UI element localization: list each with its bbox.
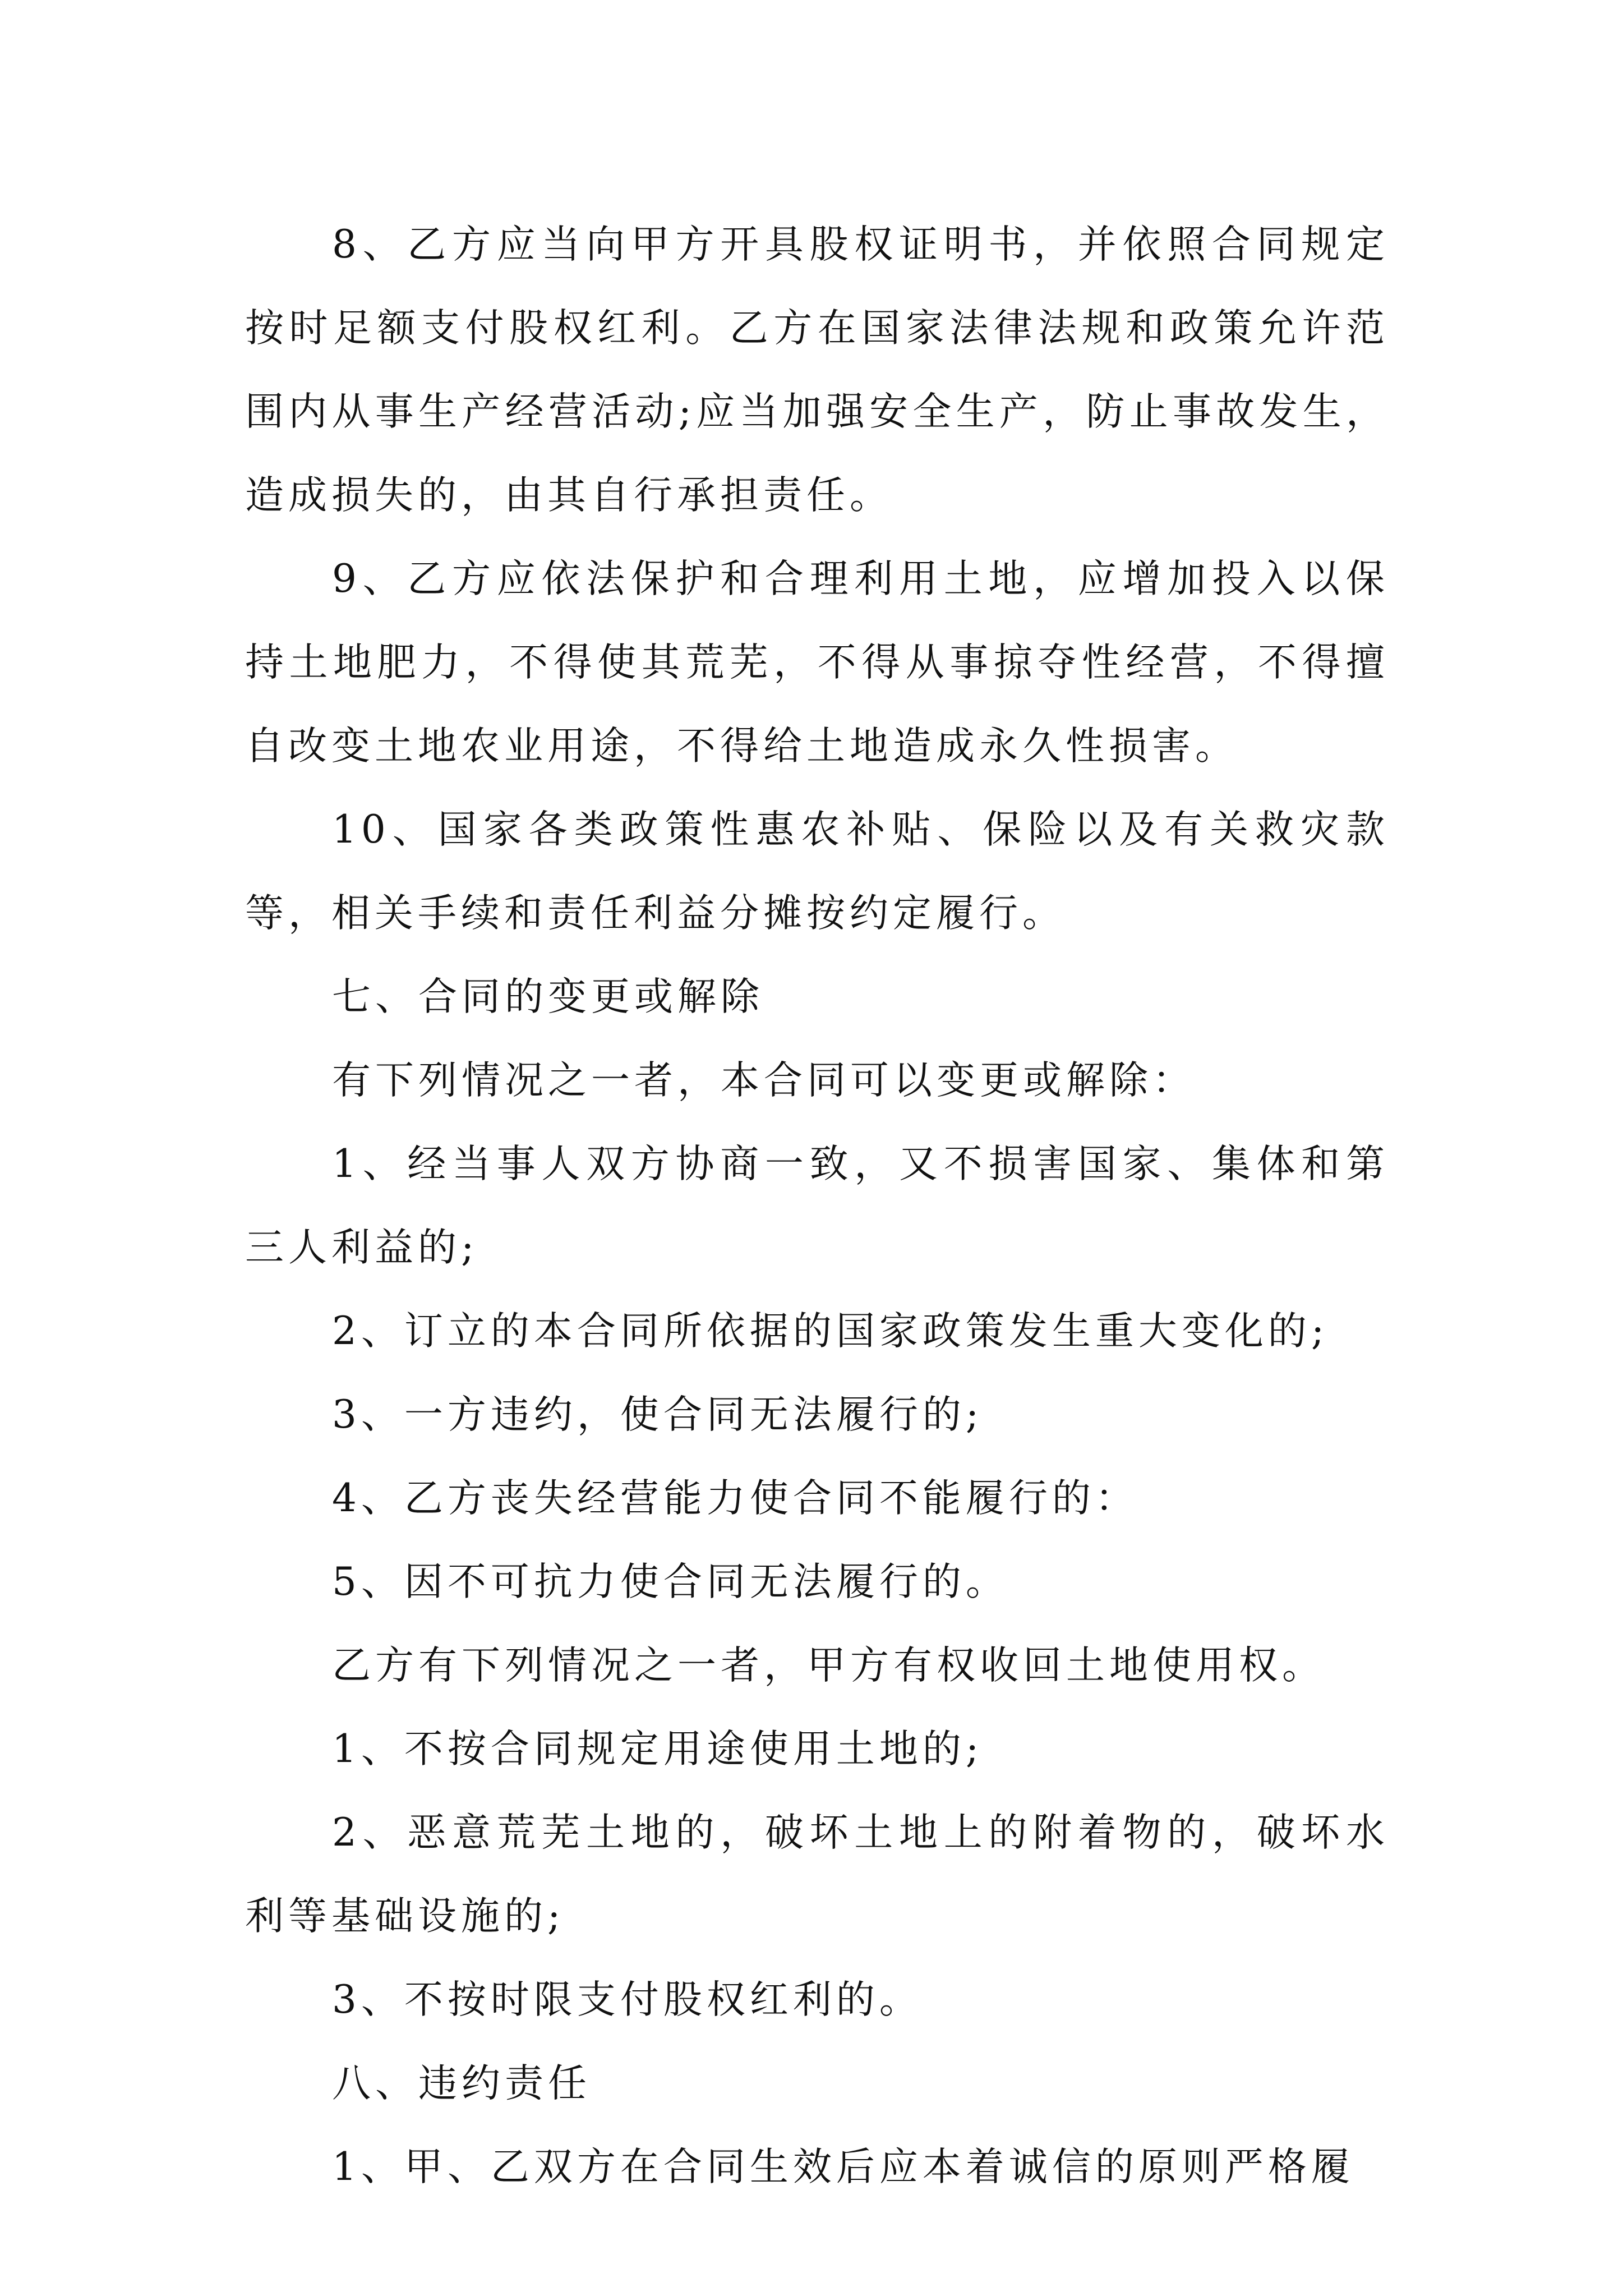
- paragraph-revoke-intro: 乙方有下列情况之一者，甲方有权收回土地使用权。: [332, 1643, 1325, 1688]
- paragraph-item-9: 9、乙方应依法保护和合理利用土地，应增加投入以保持土地肥力，不得使其荒芜，不得从事掠夺性经营，不得擅自改变土地农业用途，不得给土地造成永久性损害。: [245, 556, 1389, 769]
- section-heading-8: 八、违约责任: [332, 2061, 591, 2106]
- paragraph-item-10: 10、国家各类政策性惠农补贴、保险以及有关救灾款等，相关手续和责任利益分摊按约定履行。: [245, 807, 1389, 936]
- list-item-change-1: 1、经当事人双方协商一致，又不损害国家、集体和第三人利益的;: [245, 1142, 1389, 1270]
- list-item-liability-1: 1、甲、乙双方在合同生效后应本着诚信的原则严格履: [332, 2145, 1354, 2189]
- section-heading-7: 七、合同的变更或解除: [332, 974, 764, 1019]
- paragraph-change-intro: 有下列情况之一者，本合同可以变更或解除：: [332, 1058, 1196, 1103]
- list-item-change-4: 4、乙方丧失经营能力使合同不能履行的：: [332, 1476, 1138, 1521]
- list-item-revoke-1: 1、不按合同规定用途使用土地的;: [332, 1727, 984, 1772]
- list-item-change-5: 5、因不可抗力使合同无法履行的。: [332, 1559, 1009, 1604]
- list-item-change-2: 2、订立的本合同所依据的国家政策发生重大变化的;: [332, 1309, 1329, 1354]
- paragraph-item-8: 8、乙方应当向甲方开具股权证明书，并依照合同规定按时足额支付股权红利。乙方在国家法律法规和政策允许范围内从事生产经营活动;应当加强安全生产，防止事故发生，造成损失的，由其自行承担责任。: [245, 222, 1389, 518]
- list-item-revoke-2: 2、恶意荒芜土地的，破坏土地上的附着物的，破坏水利等基础设施的;: [245, 1810, 1389, 1939]
- body-text: [245, 203, 1389, 2209]
- list-item-revoke-3: 3、不按时限支付股权红利的。: [332, 1977, 923, 2022]
- list-item-change-3: 3、一方违约，使合同无法履行的;: [332, 1392, 984, 1437]
